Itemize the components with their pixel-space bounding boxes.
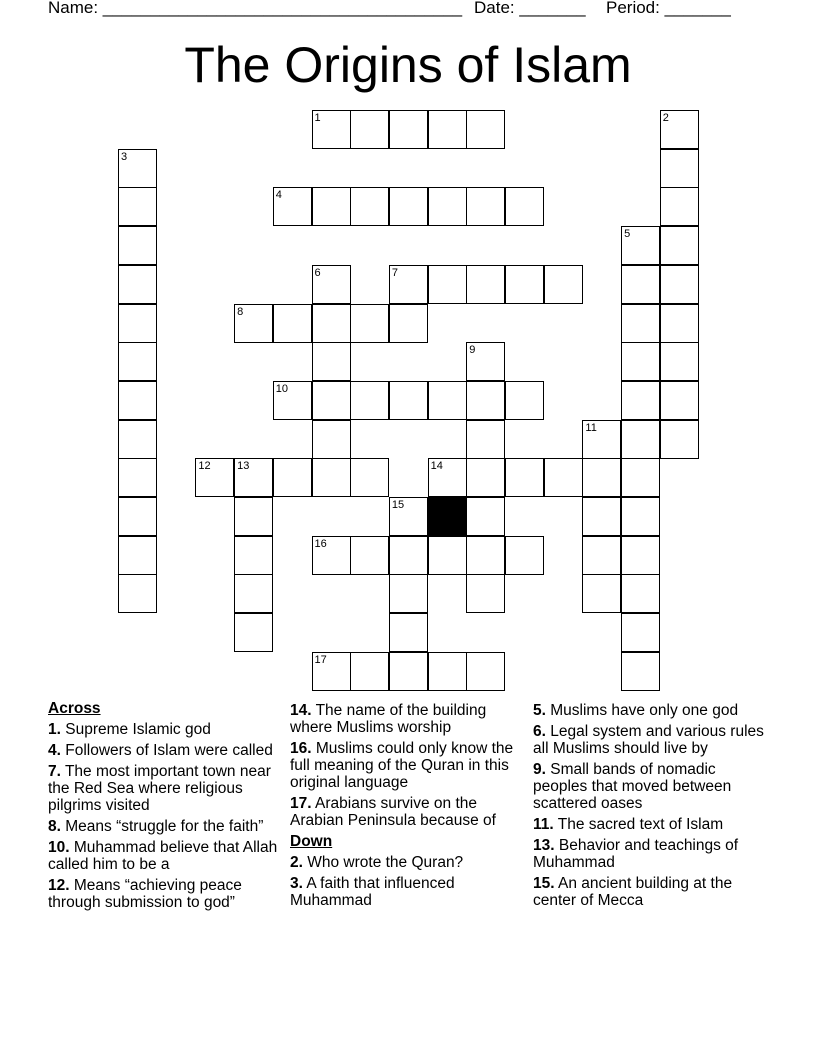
clue-item-text: Who wrote the Quran? bbox=[302, 854, 464, 871]
crossword-cell[interactable] bbox=[312, 187, 351, 226]
clue-number: 1 bbox=[314, 112, 321, 124]
crossword-cell[interactable] bbox=[389, 304, 428, 343]
clue-item-number: 4. bbox=[48, 742, 61, 759]
clue-item-text: Followers of Islam were called bbox=[60, 742, 273, 759]
clues-column-2 bbox=[290, 702, 526, 913]
clue-item-number: 9. bbox=[533, 761, 546, 778]
down-clue-list-continued bbox=[533, 702, 769, 909]
clue-item-text: A faith that influenced Muhammad bbox=[290, 875, 455, 909]
clue-item-number: 10. bbox=[48, 839, 70, 856]
crossword-cell[interactable] bbox=[234, 458, 273, 497]
crossword-cell[interactable] bbox=[621, 536, 660, 575]
clue-number: 16 bbox=[314, 537, 327, 550]
crossword-cell[interactable] bbox=[350, 458, 389, 497]
crossword-cell[interactable] bbox=[118, 342, 157, 381]
clue-item-number: 17. bbox=[290, 795, 312, 812]
crossword-cell[interactable] bbox=[350, 110, 389, 149]
crossword-cell[interactable] bbox=[234, 574, 273, 613]
clue-item-text: Small bands of nomadic peoples that moved between scattered oases bbox=[533, 761, 732, 812]
across-clue-list bbox=[48, 721, 284, 911]
clue-number: 14 bbox=[430, 460, 443, 473]
crossword-cell[interactable] bbox=[118, 574, 157, 613]
crossword-cell[interactable] bbox=[389, 187, 428, 226]
crossword-cell[interactable] bbox=[389, 652, 428, 691]
clue-item-number: 15. bbox=[533, 875, 555, 892]
crossword-cell[interactable] bbox=[621, 304, 660, 343]
page-title: The Origins of Islam bbox=[184, 37, 632, 93]
clue-item bbox=[48, 763, 284, 814]
clue-item-text: Means “struggle for the faith” bbox=[60, 818, 264, 835]
crossword-cell[interactable] bbox=[428, 536, 467, 575]
crossword-cell[interactable] bbox=[660, 342, 699, 381]
crossword-cell[interactable] bbox=[660, 110, 699, 149]
crossword-cell[interactable] bbox=[660, 187, 699, 226]
crossword-cell[interactable] bbox=[118, 187, 157, 226]
clue-number: 15 bbox=[391, 499, 405, 511]
crossword-cell[interactable] bbox=[582, 458, 621, 497]
clue-item bbox=[533, 875, 769, 909]
clue-item-number: 2. bbox=[290, 854, 303, 871]
clue-item bbox=[533, 816, 769, 833]
clue-item-number: 12. bbox=[48, 877, 70, 894]
clue-number: 12 bbox=[198, 460, 211, 473]
crossword-cell[interactable] bbox=[466, 110, 505, 149]
period-field-label[interactable]: Period: _______ bbox=[606, 0, 731, 17]
crossword-cell[interactable] bbox=[466, 574, 505, 613]
crossword-cell[interactable] bbox=[505, 536, 544, 575]
crossword-cell[interactable] bbox=[466, 497, 505, 536]
crossword-cell[interactable] bbox=[389, 574, 428, 613]
crossword-cell[interactable] bbox=[582, 497, 621, 536]
clue-item bbox=[290, 702, 526, 736]
crossword-cell[interactable] bbox=[118, 420, 157, 459]
crossword-cell[interactable] bbox=[350, 304, 389, 343]
clue-item-number: 3. bbox=[290, 875, 303, 892]
crossword-cell[interactable] bbox=[660, 226, 699, 265]
crossword-cell[interactable] bbox=[389, 613, 428, 652]
clue-item-number: 5. bbox=[533, 702, 546, 719]
clue-item bbox=[533, 702, 769, 719]
crossword-cell[interactable] bbox=[312, 304, 351, 343]
crossword-cell[interactable] bbox=[350, 536, 389, 575]
clue-item-number: 8. bbox=[48, 818, 61, 835]
clue-item-number: 7. bbox=[48, 763, 61, 780]
crossword-cell[interactable] bbox=[273, 304, 312, 343]
clue-item-number: 6. bbox=[533, 723, 546, 740]
crossword-cell[interactable] bbox=[312, 652, 351, 691]
across-clue-list-continued bbox=[290, 702, 526, 829]
clue-item-text: Muhammad believe that Allah called him to be a bbox=[48, 839, 278, 873]
down-clue-list bbox=[290, 854, 526, 909]
clue-number: 3 bbox=[121, 150, 128, 163]
crossword-cell[interactable] bbox=[118, 226, 157, 265]
crossword-cell[interactable] bbox=[621, 381, 660, 420]
crossword-cell[interactable] bbox=[505, 381, 544, 420]
clue-number: 9 bbox=[469, 344, 476, 357]
clue-number: 7 bbox=[391, 266, 399, 279]
crossword-cell[interactable] bbox=[466, 381, 505, 420]
crossword-cell[interactable] bbox=[389, 497, 428, 536]
crossword-cell[interactable] bbox=[389, 110, 428, 149]
crossword-cell[interactable] bbox=[428, 652, 467, 691]
crossword-cell[interactable] bbox=[466, 536, 505, 575]
clue-item-text: Means “achieving peace through submission to god” bbox=[48, 877, 242, 911]
clue-item bbox=[290, 854, 526, 871]
clue-number: 6 bbox=[314, 266, 321, 279]
crossword-cell[interactable] bbox=[466, 458, 505, 497]
clue-item-number: 11. bbox=[533, 816, 554, 833]
clue-item-text: Behavior and teachings of Muhammad bbox=[533, 837, 739, 871]
black-cell bbox=[428, 497, 467, 536]
clue-item-text: Supreme Islamic god bbox=[60, 721, 211, 738]
crossword-cell[interactable] bbox=[428, 187, 467, 226]
crossword-cell[interactable] bbox=[621, 226, 660, 265]
crossword-cell[interactable] bbox=[582, 574, 621, 613]
crossword-cell[interactable] bbox=[312, 342, 351, 381]
clue-item bbox=[48, 877, 284, 911]
clue-number: 17 bbox=[314, 653, 327, 666]
crossword-cell[interactable] bbox=[428, 265, 467, 304]
crossword-cell[interactable] bbox=[118, 497, 157, 536]
clue-item-number: 16. bbox=[290, 740, 312, 757]
down-heading: Down bbox=[290, 833, 333, 850]
clues-column-1 bbox=[48, 700, 284, 915]
clue-number: 4 bbox=[275, 189, 282, 202]
crossword-cell[interactable] bbox=[273, 458, 312, 497]
clue-number: 13 bbox=[237, 460, 250, 473]
crossword-cell[interactable] bbox=[466, 652, 505, 691]
clue-item-number: 13. bbox=[533, 837, 555, 854]
crossword-cell[interactable] bbox=[389, 536, 428, 575]
crossword-cell[interactable] bbox=[350, 652, 389, 691]
clue-item-text: Muslims could only know the full meaning of the Quran in this original language bbox=[290, 740, 514, 791]
crossword-cell[interactable] bbox=[621, 420, 660, 459]
crossword-cell[interactable] bbox=[544, 458, 583, 497]
across-heading: Across bbox=[48, 700, 101, 717]
clue-item bbox=[48, 818, 284, 835]
clue-item-number: 14. bbox=[290, 702, 312, 719]
crossword-cell[interactable] bbox=[621, 265, 660, 304]
crossword-cell[interactable] bbox=[505, 265, 544, 304]
clue-item-text: The name of the building where Muslims worship bbox=[290, 702, 487, 736]
clue-item-text: The most important town near the Red Sea where religious pilgrims visited bbox=[48, 763, 271, 814]
crossword-cell[interactable] bbox=[195, 458, 234, 497]
crossword-cell[interactable] bbox=[118, 381, 157, 420]
crossword-cell[interactable] bbox=[234, 497, 273, 536]
crossword-cell[interactable] bbox=[273, 381, 312, 420]
crossword-cell[interactable] bbox=[660, 420, 699, 459]
clue-item bbox=[533, 761, 769, 812]
clues-column-3 bbox=[533, 702, 769, 913]
crossword-cell[interactable] bbox=[428, 458, 467, 497]
crossword-cell[interactable] bbox=[466, 342, 505, 381]
crossword-cell[interactable] bbox=[466, 420, 505, 459]
crossword-cell[interactable] bbox=[544, 265, 583, 304]
crossword-cell[interactable] bbox=[389, 381, 428, 420]
clue-item-text: The sacred text of Islam bbox=[553, 816, 724, 833]
crossword-cell[interactable] bbox=[621, 497, 660, 536]
crossword-cell[interactable] bbox=[118, 304, 157, 343]
crossword-cell[interactable] bbox=[621, 613, 660, 652]
clue-item bbox=[48, 839, 284, 873]
crossword-cell[interactable] bbox=[234, 304, 273, 343]
crossword-cell[interactable] bbox=[118, 149, 157, 188]
crossword-cell[interactable] bbox=[505, 458, 544, 497]
crossword-cell[interactable] bbox=[350, 381, 389, 420]
crossword-cell[interactable] bbox=[621, 342, 660, 381]
crossword-cell[interactable] bbox=[428, 110, 467, 149]
crossword-cell[interactable] bbox=[621, 574, 660, 613]
crossword-cell[interactable] bbox=[660, 381, 699, 420]
clue-number: 11 bbox=[585, 421, 597, 434]
crossword-cell[interactable] bbox=[118, 265, 157, 304]
crossword-cell[interactable] bbox=[234, 613, 273, 652]
crossword-cell[interactable] bbox=[466, 265, 505, 304]
clue-number: 10 bbox=[275, 382, 289, 395]
crossword-cell[interactable] bbox=[660, 265, 699, 304]
clue-item bbox=[290, 875, 526, 909]
crossword-cell[interactable] bbox=[582, 420, 621, 459]
crossword-cell[interactable] bbox=[273, 187, 312, 226]
clue-item bbox=[533, 723, 769, 757]
clue-number: 8 bbox=[237, 305, 244, 318]
crossword-cell[interactable] bbox=[312, 536, 351, 575]
name-field-label[interactable]: Name: ______________________________________ bbox=[48, 0, 463, 17]
crossword-cell[interactable] bbox=[660, 304, 699, 343]
crossword-cell[interactable] bbox=[389, 265, 428, 304]
crossword-cell[interactable] bbox=[118, 458, 157, 497]
clue-item-number: 1. bbox=[48, 721, 61, 738]
crossword-cell[interactable] bbox=[118, 536, 157, 575]
crossword-cell[interactable] bbox=[312, 110, 351, 149]
clue-item bbox=[533, 837, 769, 871]
clue-item bbox=[48, 721, 284, 738]
clue-item-text: An ancient building at the center of Mecca bbox=[533, 875, 733, 909]
clue-number: 5 bbox=[624, 228, 631, 241]
crossword-cell[interactable] bbox=[350, 187, 389, 226]
clue-item bbox=[290, 795, 526, 829]
crossword-cell[interactable] bbox=[621, 652, 660, 691]
crossword-cell[interactable] bbox=[312, 420, 351, 459]
clue-item-text: Legal system and various rules all Muslims should live by bbox=[533, 723, 764, 757]
clue-item bbox=[48, 742, 284, 759]
clue-item bbox=[290, 740, 526, 791]
crossword-cell[interactable] bbox=[312, 458, 351, 497]
clue-item-text: Muslims have only one god bbox=[545, 702, 739, 719]
clue-item-text: Arabians survive on the Arabian Peninsula because of bbox=[290, 795, 496, 829]
crossword-cell[interactable] bbox=[428, 381, 467, 420]
date-field-label[interactable]: Date: _______ bbox=[474, 0, 586, 17]
crossword-cell[interactable] bbox=[312, 265, 351, 304]
crossword-cell[interactable] bbox=[582, 536, 621, 575]
clue-number: 2 bbox=[662, 112, 669, 124]
crossword-cell[interactable] bbox=[234, 536, 273, 575]
crossword-cell[interactable] bbox=[466, 187, 505, 226]
crossword-cell[interactable] bbox=[505, 187, 544, 226]
crossword-cell[interactable] bbox=[621, 458, 660, 497]
crossword-cell[interactable] bbox=[660, 149, 699, 188]
crossword-cell[interactable] bbox=[312, 381, 351, 420]
